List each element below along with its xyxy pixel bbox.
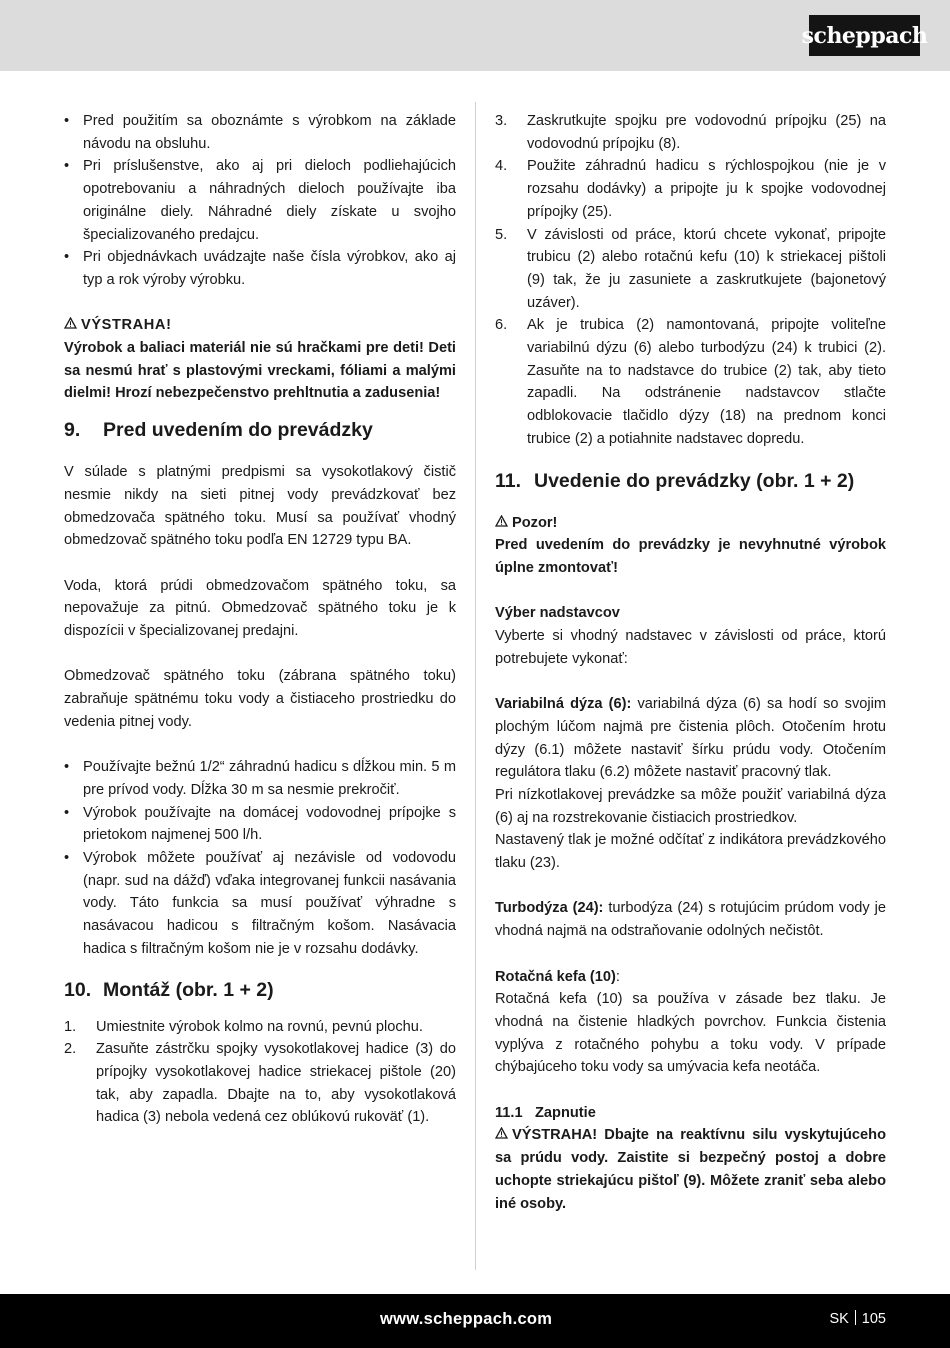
montaz-steps-continued	[495, 110, 886, 451]
list-item: • Pred použitím sa oboznámte s výrobkom na základe návodu na obsluhu.	[64, 110, 456, 155]
page-number-value: 105	[861, 1311, 886, 1327]
step-text: Ak je trubica (2) namontovaná, pripojte voliteľne variabilnú dýzu (6) alebo turbodýzu (24) k trubici (2). Zasuňte na to nadstavce do trubice (2) tak, aby tieto zapadli. Na odstránenie nadstavcov stlačte odblokovacie tlačidlo dýzy (18) na prednom konci trubice (2) a potiahnite nadstavec dopredu.	[527, 317, 886, 447]
list-item: • Výrobok môžete používať aj nezávisle od vodovodu (napr. sud na dážď) vďaka integrovanej funkcii nasávania vody. Táto funkcia sa musí používať výhradne s nasávacou hadicou s filtračným košom. Nasávacia hadica s filtračným košom nie je v rozsahu dodávky.	[64, 847, 456, 961]
step-number: 3.	[495, 113, 508, 129]
rotary-brush-colon: :	[615, 968, 620, 985]
footer-url: www.scheppach.com	[380, 1310, 553, 1328]
section-11-heading	[495, 468, 886, 494]
switch-on-warning-title: VÝSTRAHA!	[512, 1127, 598, 1144]
low-pressure-paragraph: Pri nízkotlakovej prevádzke sa môže použiť variabilná dýza (6) aj na rozstrekovanie čistiacich prostriedkov.	[495, 786, 886, 826]
step-text: Použite záhradnú hadicu s rýchlospojkou (nie je v rozsahu dodávky) a pripojte ju k spojke vodovodnej prípojky (25).	[527, 158, 886, 220]
warning-triangle-icon	[495, 1124, 512, 1147]
warning-triangle-icon	[495, 512, 512, 535]
warning-triangle-icon	[64, 314, 81, 337]
step-text: Umiestnite výrobok kolmo na rovnú, pevnú plochu.	[96, 1018, 423, 1035]
column-divider	[475, 102, 476, 1270]
variable-nozzle-text: variabilná dýza (6) sa hodí so svojim plochým lúčom najmä pre čistenia plôch. Otočením hrotu dýzy (6.1) môžete nastaviť šírku prúdu vody. Otočením regulátora tlaku (6.2) môžete nastaviť pracovný tlak.	[495, 696, 886, 781]
step-number: 5.	[495, 226, 508, 243]
warning-heading	[64, 314, 456, 337]
section-number: 11.	[495, 469, 522, 492]
list-item: • Pri objednávkach uvádzajte naše čísla výrobkov, ako aj typ a rok výroby výrobku.	[64, 246, 456, 291]
brand-name: scheppach	[801, 22, 928, 49]
list-item: • Pri príslušenstve, ako aj pri dieloch podliehajúcich opotrebovaniu a náhradných dieloch používajte iba originálne diely. Náhradné diely získate u svojho špecializovaného predajcu.	[64, 155, 456, 246]
switch-on-warning	[495, 1124, 886, 1215]
pressure-paragraph: Nastavený tlak je možné odčítať z indikátora prevádzkového tlaku (23).	[495, 832, 886, 872]
list-item	[495, 110, 886, 155]
caution-text: Pred uvedením do prevádzky je nevyhnutné výrobok úplne zmontovať!	[495, 537, 886, 576]
section-9-heading	[64, 417, 456, 443]
warning-title: VÝSTRAHA!	[81, 317, 172, 334]
section-title: Pred uvedením do prevádzky	[103, 419, 373, 442]
step-number: 4.	[495, 158, 508, 175]
left-column	[64, 110, 456, 1129]
rotary-brush-label: Rotačná kefa (10)	[495, 968, 616, 985]
choice-text: Vyberte si vhodný nadstavec v závislosti od práce, ktorú potrebujete vykonať:	[495, 628, 886, 667]
section-10-heading	[64, 977, 456, 1003]
scheppach-logo	[801, 15, 928, 56]
step-text: Zasuňte zástrčku spojky vysokotlakovej hadice (3) do prípojky vysokotlakovej hadice striekacej pištole (20) tak, aby zapadla. Dbajte na to, aby vysokotlaková hadica (3) nebola vedená cez oblúkovú rukoväť (1).	[96, 1041, 456, 1126]
switch-on-warning-text: Dbajte na reaktívnu silu vyskytujúceho sa prúdu vody. Zaistite si bezpečný postoj a dobre uchopte striekajúcu pištoľ (9). Môžete zraniť seba alebo iné osoby.	[495, 1127, 886, 1212]
warning-text: Výrobok a baliaci materiál nie sú hračkami pre deti! Deti sa nesmú hrať s plastovými vreckami, fóliami a malými dielmi! Hrozí nebezpečenstvo prehltnutia a zadusenia!	[64, 340, 456, 402]
step-text: V závislosti od práce, ktorú chcete vykonať, pripojte trubicu (2) alebo rotačnú kefu (10) k striekacej pištoli (9) tak, že ju zasuniete a zaskrutkujete (bajonetový uzáver).	[527, 226, 886, 311]
paragraph: V súlade s platnými predpismi sa vysokotlakový čistič nesmie nikdy na sieti pitnej vody prevádzkovať bez obmedzovača spätného toku. Musí sa používať vhodný obmedzovač spätného toku podľa EN 12729 typu BA.	[64, 464, 456, 549]
rotary-brush-text: Rotačná kefa (10) sa používa v zásade bez tlaku. Je vhodná na čistenie hladkých povrchov. Funkcia čistenia vyplýva z rotačného pohybu a toku vody. V prípade chýbajúceho toku vody sa umývacia kefa neotáča.	[495, 991, 886, 1076]
paragraph: Obmedzovač spätného toku (zábrana spätného toku) zabraňuje spätnému toku vody a čistiaceho prostriedku do vedenia pitnej vody.	[64, 668, 456, 730]
turbo-nozzle-paragraph	[495, 897, 886, 942]
section-9-bullet-list	[64, 756, 456, 960]
subsection-number: 11.1	[495, 1104, 523, 1121]
page-footer	[0, 1294, 950, 1348]
turbo-nozzle-text: turbodýza (24) s rotujúcim prúdom vody je vhodná najmä na odstraňovanie odolných nečistôt.	[495, 900, 886, 940]
subsection-heading	[495, 1102, 886, 1125]
step-number: 6.	[495, 317, 508, 334]
caution-title: Pozor!	[512, 514, 558, 531]
variable-nozzle-paragraph	[495, 693, 886, 784]
step-number: 2.	[64, 1041, 77, 1058]
list-item	[495, 314, 886, 450]
list-item	[64, 1016, 456, 1039]
rotary-brush-heading	[495, 966, 886, 989]
section-title: Montáž (obr. 1 + 2)	[103, 978, 274, 1001]
subsection-title: Zapnutie	[535, 1104, 596, 1121]
step-number: 1.	[64, 1018, 77, 1035]
turbo-nozzle-label: Turbodýza (24):	[495, 900, 604, 917]
montaz-steps	[64, 1016, 456, 1130]
section-number: 10.	[64, 978, 92, 1001]
page-number	[829, 1310, 886, 1327]
caution-heading	[495, 512, 886, 535]
intro-bullet-list	[64, 110, 456, 292]
right-column	[495, 110, 886, 1215]
step-text: Zaskrutkujte spojku pre vodovodnú prípojku (25) na vodovodnú prípojku (8).	[527, 113, 886, 152]
list-item	[495, 155, 886, 223]
list-item	[64, 1038, 456, 1129]
variable-nozzle-label: Variabilná dýza (6):	[495, 696, 632, 713]
list-item: • Výrobok používajte na domácej vodovodnej prípojke s prietokom najmenej 500 l/h.	[64, 802, 456, 847]
choice-heading: Výber nadstavcov	[495, 605, 620, 622]
section-number: 9.	[64, 419, 81, 442]
language-code: SK	[829, 1311, 849, 1327]
section-title: Uvedenie do prevádzky (obr. 1 + 2)	[534, 469, 855, 492]
list-item	[495, 224, 886, 315]
paragraph: Voda, ktorá prúdi obmedzovačom spätného toku, sa nepovažuje za pitnú. Obmedzovač spätného toku je k dispozícii v špecializovanej predajni.	[64, 577, 456, 640]
list-item: • Používajte bežnú 1/2“ záhradnú hadicu s dĺžkou min. 5 m pre prívod vody. Dĺžka 30 m sa nesmie prekročiť.	[64, 756, 456, 801]
